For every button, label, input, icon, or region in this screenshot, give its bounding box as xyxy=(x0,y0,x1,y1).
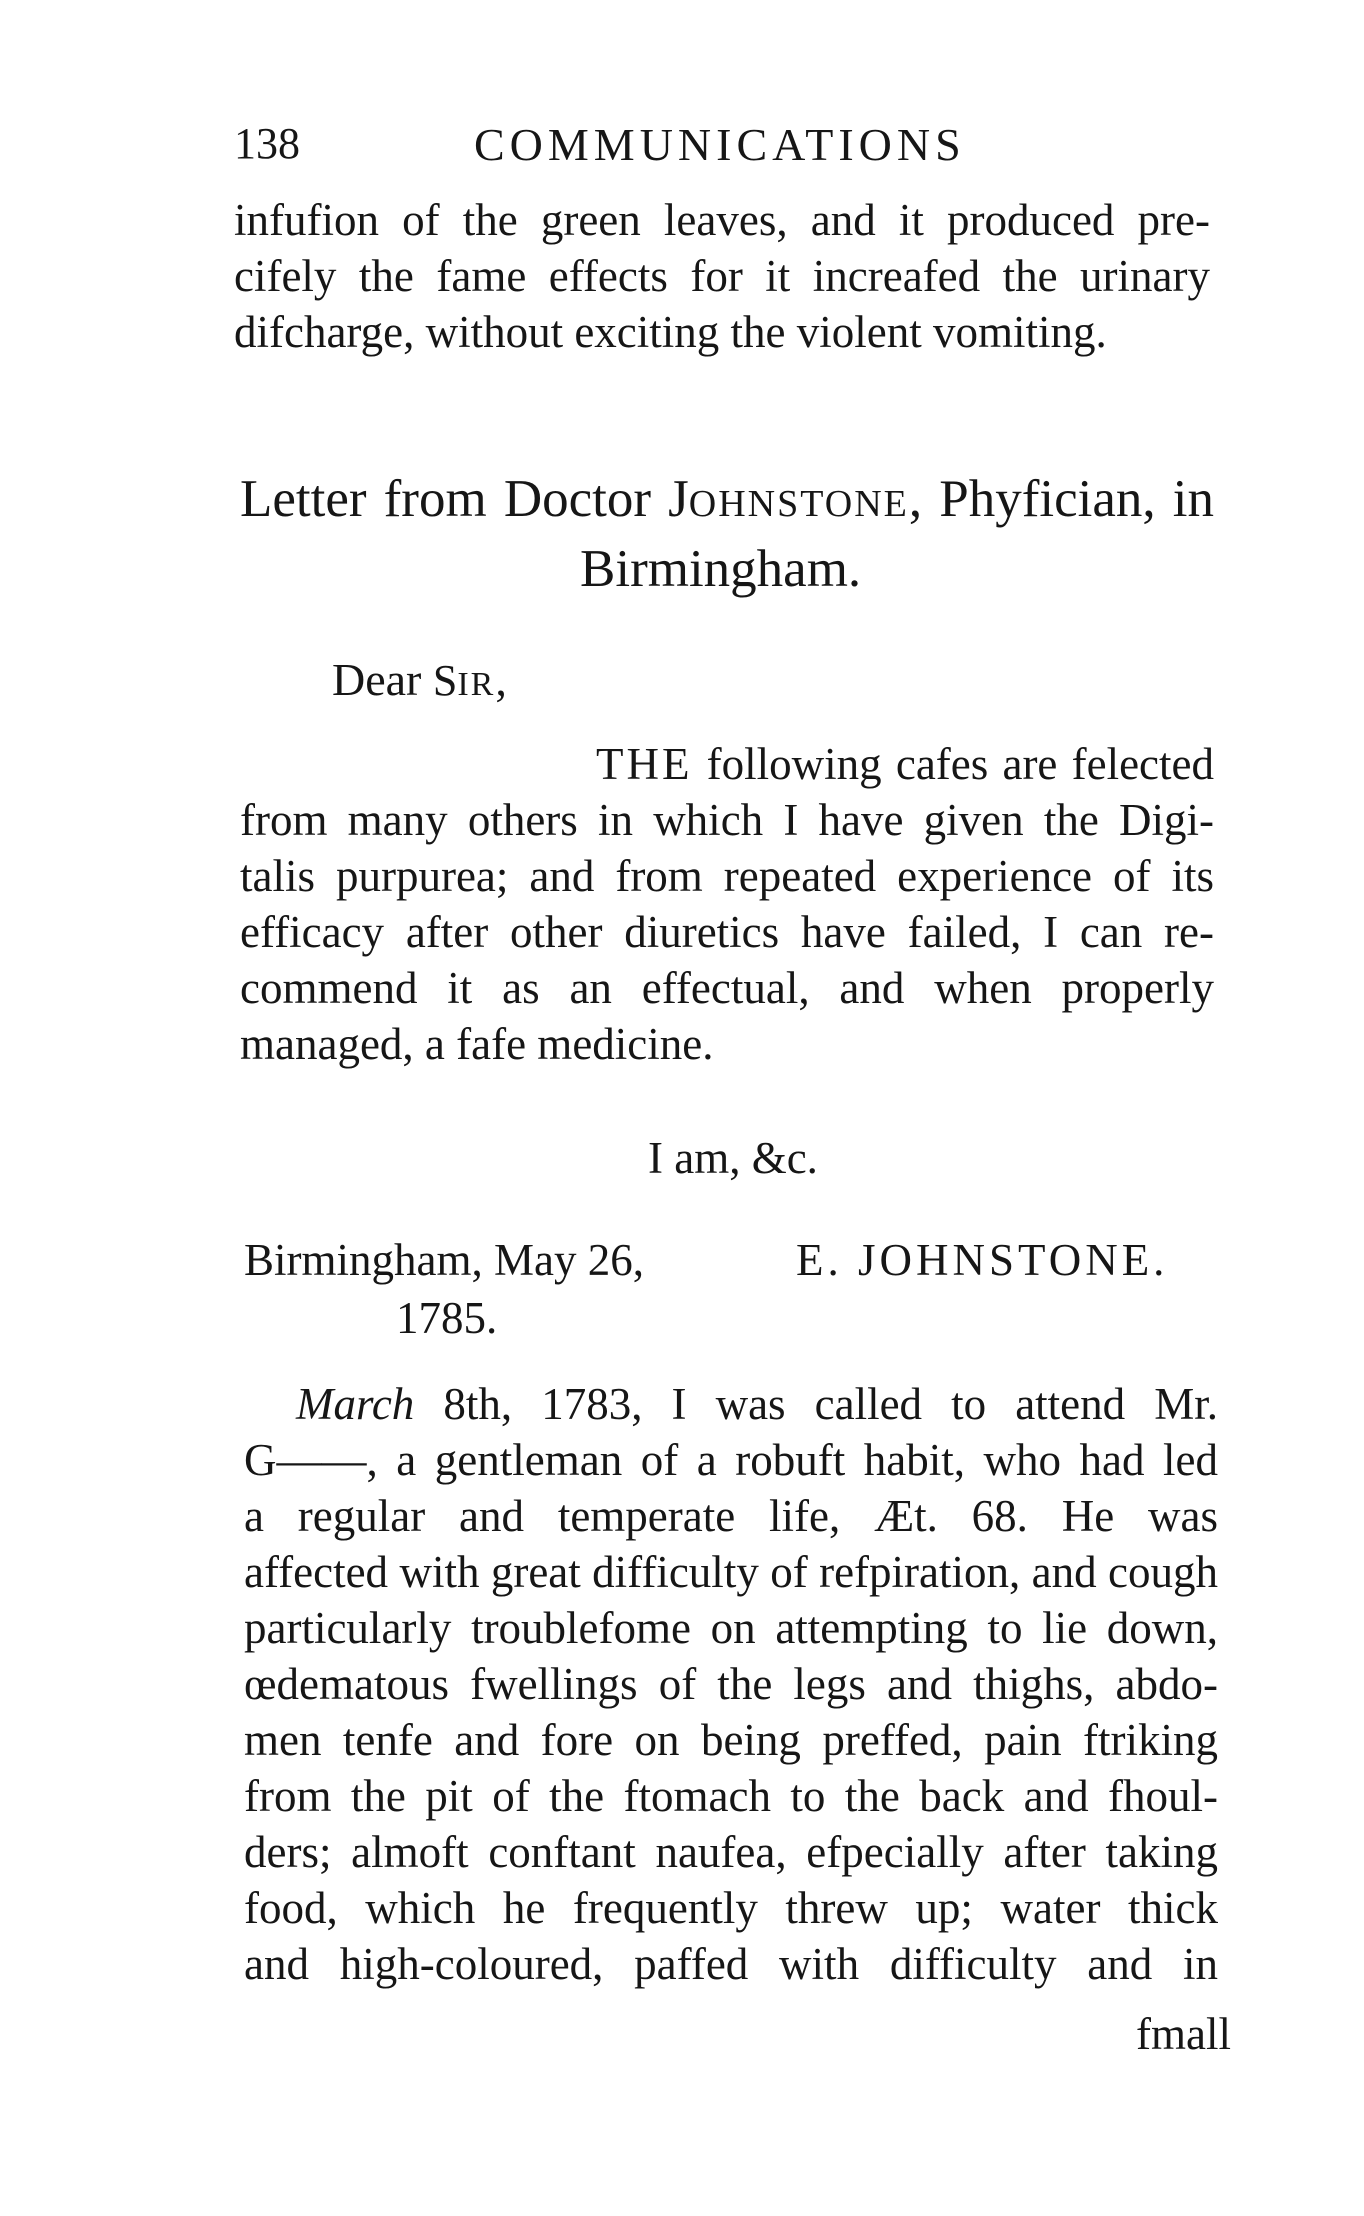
text-line: efficacy after other diuretics have failed, I can re- xyxy=(240,907,1214,957)
text-line: from the pit of the ftomach to the back and fhoul- xyxy=(244,1771,1218,1821)
text-line: commend it as an effectual, and when properly xyxy=(240,963,1214,1013)
text-line: infufion of the green leaves, and it produced pre- xyxy=(234,195,1210,245)
page-header xyxy=(234,118,1194,178)
running-head: COMMUNICATIONS xyxy=(474,119,966,170)
signature-name: E. JOHNSTONE. xyxy=(796,1235,1169,1285)
closing: I am, &c. xyxy=(648,1133,818,1183)
text-line: talis purpurea; and from repeated experience of its xyxy=(240,851,1214,901)
catchword: fmall xyxy=(1136,2009,1231,2059)
salutation-rest: IR xyxy=(457,666,496,703)
title-prefix: Letter from Doctor xyxy=(240,470,669,528)
case-first-line-rest: 8th, 1783, I was called to attend Mr. xyxy=(414,1379,1218,1429)
title-name-initial: J xyxy=(668,470,689,528)
letter-title-line-2: Birmingham. xyxy=(580,540,862,598)
title-suffix: , Phyfician, in xyxy=(908,470,1214,528)
opening-word: THE xyxy=(596,739,693,789)
opening-line-rest: following cafes are felected xyxy=(692,739,1214,789)
text-line: a regular and temperate life, Æt. 68. He was xyxy=(244,1491,1218,1541)
signature-place-date: Birmingham, May 26, xyxy=(244,1235,644,1285)
text-line: ders; almoft conftant naufea, efpecially after taking xyxy=(244,1827,1218,1877)
signature-year: 1785. xyxy=(396,1293,498,1343)
text-line: managed, a fafe medicine. xyxy=(240,1019,714,1069)
title-name-rest: OHNSTONE xyxy=(688,483,909,525)
text-line: from many others in which I have given the Digi- xyxy=(240,795,1214,845)
text-line: G——, a gentleman of a robuft habit, who had led xyxy=(244,1435,1218,1485)
text-line: food, which he frequently threw up; water thick xyxy=(244,1883,1218,1933)
text-line: particularly troublefome on attempting to lie down, xyxy=(244,1603,1218,1653)
text-line: and high-coloured, paffed with difficulty and in xyxy=(244,1939,1218,1989)
salutation-initial: S xyxy=(432,656,458,705)
salutation-comma: , xyxy=(495,654,507,705)
text-line: affected with great difficulty of refpiration, and cough xyxy=(244,1547,1218,1597)
text-line: men tenfe and fore on being preffed, pain ftriking xyxy=(244,1715,1218,1765)
text-line xyxy=(296,1379,1218,1429)
salutation-prefix: Dear xyxy=(332,654,433,705)
letter-title-line-1 xyxy=(240,470,1214,528)
salutation xyxy=(332,654,507,705)
page-number: 138 xyxy=(234,119,300,168)
text-line: œdematous fwellings of the legs and thighs, abdo- xyxy=(244,1659,1218,1709)
text-line xyxy=(596,739,1214,789)
text-line: difcharge, without exciting the violent vomiting. xyxy=(234,307,1107,357)
text-line: cifely the fame effects for it increafed the urinary xyxy=(234,251,1210,301)
case-month: March xyxy=(296,1379,415,1429)
